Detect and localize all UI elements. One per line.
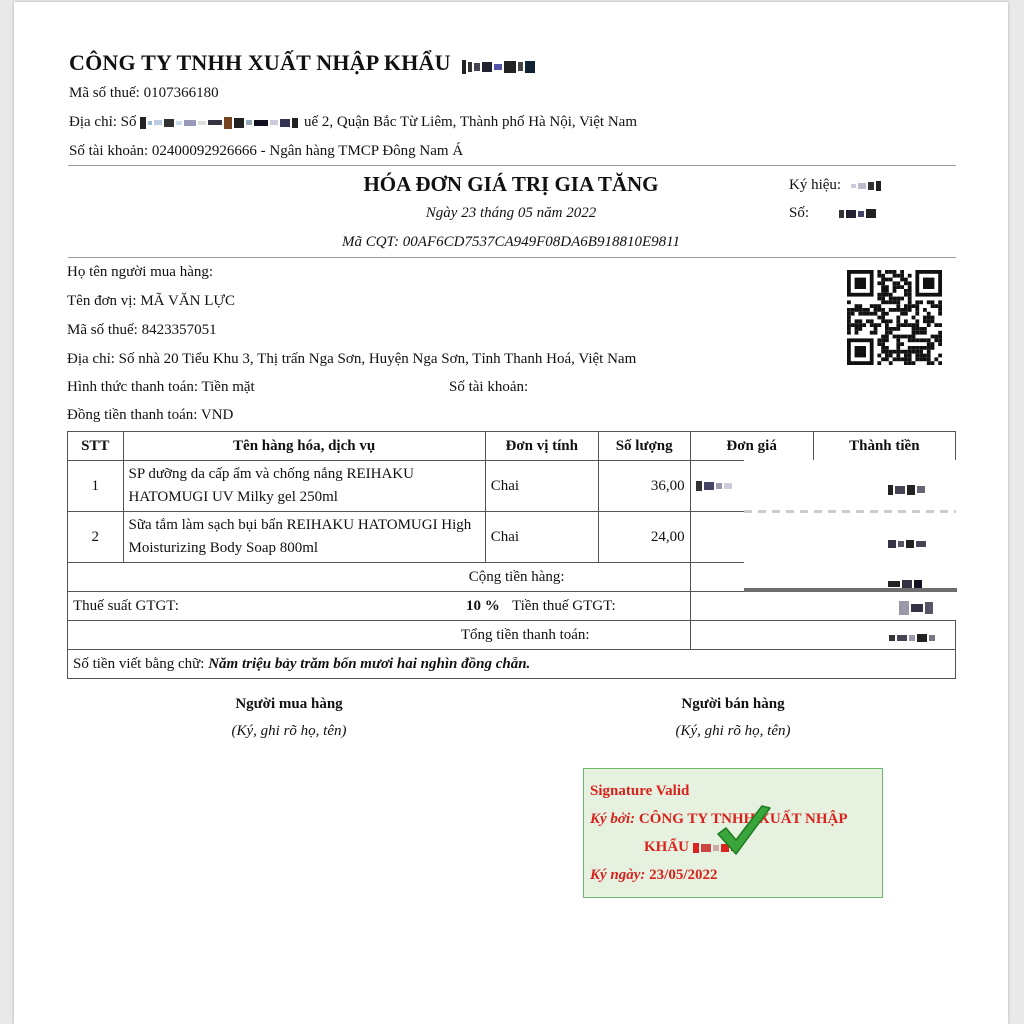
amount-in-words: Số tiền viết bằng chữ: Năm triệu bảy trăm bốn mươi hai nghìn đồng chẵn. xyxy=(68,650,956,679)
redacted-total-value xyxy=(889,628,937,646)
grand-total-row xyxy=(68,621,956,650)
vat-cell xyxy=(68,592,691,621)
col-header: STT xyxy=(68,432,124,461)
cell-unit: Chai xyxy=(485,461,598,512)
cell-qty: 24,00 xyxy=(598,512,690,563)
cell-name: Sữa tắm làm sạch bụi bẩn REIHAKU HATOMUGI High Moisturizing Body Soap 800ml xyxy=(123,512,485,563)
col-header: Số lượng xyxy=(598,432,690,461)
seller-tax-code: Mã số thuế: 0107366180 xyxy=(69,85,219,101)
invoice-number: Số: xyxy=(789,205,878,222)
invoice-cqt-code: Mã CQT: 00AF6CD7537CA949F08DA6B918810E9811 xyxy=(341,234,681,250)
seller-company-name: CÔNG TY TNHH XUẤT NHẬP KHẨU xyxy=(69,50,537,78)
redacted-amount xyxy=(888,534,928,552)
signed-date: Ký ngày: 23/05/2022 xyxy=(590,867,718,883)
col-header: Đơn giá xyxy=(690,432,813,461)
signed-by-continued: KHẨU xyxy=(644,839,739,856)
seller-bank-account: Số tài khoản: 02400092926666 - Ngân hàng TMCP Đông Nam Á xyxy=(69,143,464,159)
redacted-symbol xyxy=(851,177,883,194)
redacted-amount xyxy=(888,480,927,498)
divider xyxy=(68,165,956,166)
buyer-unit: Tên đơn vị: MÃ VĂN LỰC xyxy=(67,293,236,309)
cell-qty: 36,00 xyxy=(598,461,690,512)
signed-by: Ký bởi: CÔNG TY TNHH XUẤT NHẬP xyxy=(590,811,848,827)
buyer-account: Số tài khoản: xyxy=(449,379,529,395)
redacted-number xyxy=(839,205,878,222)
buyer-tax-code: Mã số thuế: 8423357051 xyxy=(67,322,217,338)
cell-unit: Chai xyxy=(485,512,598,563)
seller-signature-hint: (Ký, ghi rõ họ, tên) xyxy=(675,723,791,739)
grand-total-label: Tổng tiền thanh toán: xyxy=(68,621,691,650)
vat-amount-label: Tiền thuế GTGT: xyxy=(512,597,616,614)
redacted-vat-value xyxy=(899,598,935,616)
table-header-row xyxy=(68,432,956,461)
redacted-address xyxy=(140,114,300,131)
seller-signature-title: Người bán hàng xyxy=(681,696,785,712)
col-header: Tên hàng hóa, dịch vụ xyxy=(123,432,485,461)
buyer-signature-hint: (Ký, ghi rõ họ, tên) xyxy=(231,723,347,739)
seller-address: Địa chỉ: Số uế 2, Quận Bắc Từ Liêm, Thành phố Hà Nội, Việt Nam xyxy=(69,114,637,130)
buyer-address: Địa chỉ: Số nhà 20 Tiểu Khu 3, Thị trấn Nga Sơn, Huyện Nga Sơn, Tỉnh Thanh Hoá, Việt Nam xyxy=(67,351,637,367)
invoice-date: Ngày 23 tháng 05 năm 2022 xyxy=(425,205,597,221)
invoice-page xyxy=(14,2,1008,1024)
vat-rate: 10 % xyxy=(466,597,500,614)
amount-in-words-row xyxy=(68,650,956,679)
redacted-company-name xyxy=(462,52,537,78)
col-header: Thành tiền xyxy=(813,432,955,461)
amount-in-words-text: Năm triệu bảy trăm bốn mươi hai nghìn đồng chẵn. xyxy=(208,655,531,672)
buyer-payment-method: Hình thức thanh toán: Tiền mặt xyxy=(67,379,255,395)
buyer-signature-title: Người mua hàng xyxy=(235,696,343,712)
vat-rate-label: Thuế suất GTGT: xyxy=(73,597,179,614)
divider xyxy=(68,257,956,258)
buyer-name: Họ tên người mua hàng: xyxy=(67,264,214,280)
qr-code-icon xyxy=(847,270,942,365)
invoice-symbol: Ký hiệu: xyxy=(789,177,883,194)
redaction-shadow xyxy=(744,588,957,592)
invoice-title: HÓA ĐƠN GIÁ TRỊ GIA TĂNG xyxy=(363,172,659,196)
buyer-currency: Đồng tiền thanh toán: VND xyxy=(67,407,234,423)
green-checkmark-icon xyxy=(714,802,774,862)
redaction-overlay xyxy=(744,460,956,620)
col-header: Đơn vị tính xyxy=(485,432,598,461)
cell-name: SP dưỡng da cấp ẩm và chống nắng REIHAKU HATOMUGI UV Milky gel 250ml xyxy=(123,461,485,512)
cell-stt: 1 xyxy=(68,461,124,512)
cell-stt: 2 xyxy=(68,512,124,563)
signature-status: Signature Valid xyxy=(590,783,690,799)
subtotal-label: Cộng tiền hàng: xyxy=(68,563,691,592)
